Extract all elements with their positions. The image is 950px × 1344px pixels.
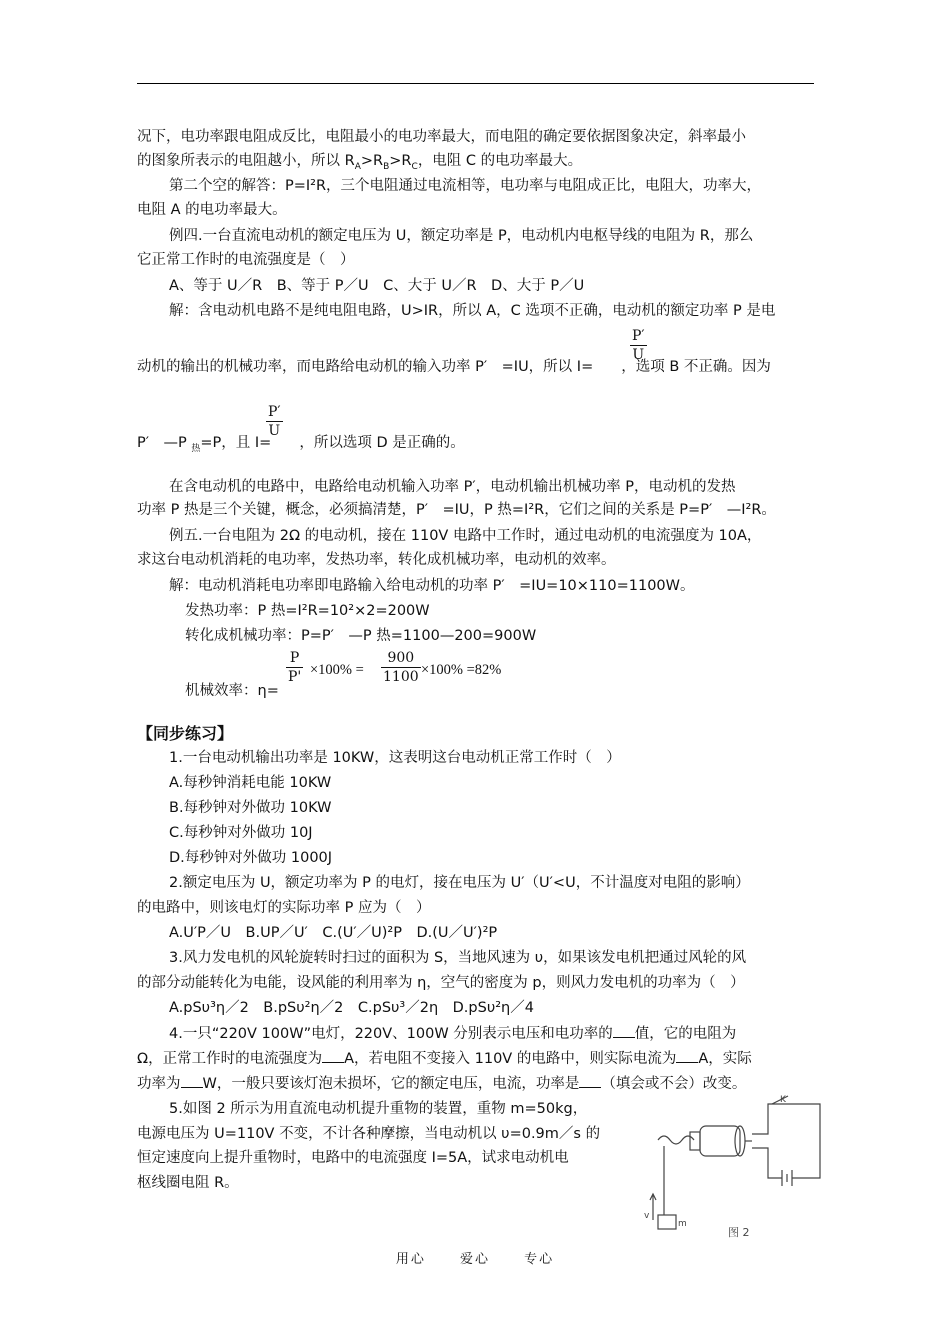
formula-text: ×100% = <box>310 662 364 678</box>
text-line: 发热功率：P 热=I²R=10²×2=200W <box>185 603 430 619</box>
exercise-1: 1.一台电动机输出功率是 10KW，这表明这台电动机正常工作时（ ） <box>169 750 621 766</box>
motor-body <box>700 1126 740 1156</box>
text-line: P′ —P $_热$=P，且 I= ，所以选项 D 是正确的。 <box>137 435 465 454</box>
footer-word: 专心 <box>524 1252 555 1267</box>
exercise-4: 4.一只“220V 100W”电灯，220V、100W 分别表示电压和电功率的 值，它的电阻为 <box>169 1023 736 1044</box>
text-line: 电源电压为 U=110V 不变，不计各种摩擦，当电动机以 υ=0.9m／s 的 <box>137 1126 601 1142</box>
exercise-1-option-b: B.每秒钟对外做功 10KW <box>169 800 332 816</box>
fraction-efficiency-2: 900 1100 <box>383 650 419 685</box>
answer-blank[interactable] <box>579 1073 601 1088</box>
shaft-coupler <box>690 1132 700 1150</box>
text-line: 第二个空的解答：P=I²R，三个电阻通过电流相等，电功率与电阻成正比，电阻大，功率大， <box>169 178 762 194</box>
text-line: 电阻 A 的电功率最大。 <box>137 202 287 218</box>
exercise-2: 2.额定电压为 U，额定功率为 P 的电灯，接在电压为 U′（U′<U，不计温度对电阻的影响） <box>169 875 750 891</box>
exercise-3-options: A.pSυ³η／2 B.pSυ²η／2 C.pSυ³／2η D.pSυ²η／4 <box>169 1000 534 1016</box>
example-4-solution: 解：含电动机电路不是纯电阻电路，U>IR，所以 A，C 选项不正确，电动机的额定功率 P 是电 <box>169 303 776 319</box>
example-4-options: A、等于 U／R B、等于 P／U C、大于 U／R D、大于 P／U <box>169 278 585 294</box>
header-rule <box>137 83 814 84</box>
exercise-1-option-d: D.每秒钟对外做功 1000J <box>169 850 333 866</box>
answer-blank[interactable] <box>322 1048 344 1063</box>
text-line: 的部分动能转化为电能，设风能的利用率为 η，空气的密度为 p，则风力发电机的功率为（ ） <box>137 975 745 991</box>
figure-2-motor-circuit <box>644 1090 830 1240</box>
footer-word: 用心 <box>395 1252 426 1267</box>
text-line: 况下，电功率跟电阻成反比，电阻最小的电功率最大，而电阻的确定要依据图象决定，斜率最小 <box>137 129 746 145</box>
text-line: 动机的输出的机械功率，而电路给电动机的输入功率 P′ =IU，所以 I= ，选项 B 不正确。因为 <box>137 359 771 375</box>
fraction-p-over-u: P′ U <box>632 328 645 363</box>
fraction-efficiency-1: P P' <box>288 650 302 685</box>
example-5-question: 例五.一台电阻为 2Ω 的电动机，接在 110V 电路中工作时，通过电动机的电流强度为 10A， <box>169 528 762 544</box>
exercise-1-option-a: A.每秒钟消耗电能 10KW <box>169 775 332 791</box>
fraction-p-over-u: P′ U <box>268 404 281 439</box>
text-line: 功率为 W，一般只要该灯泡未损坏，它的额定电压，电流，功率是 （填会或不会）改变。 <box>137 1073 746 1094</box>
mass-label: m <box>678 1219 687 1229</box>
example-4-question: 例四.一台直流电动机的额定电压为 U，额定功率是 P，电动机内电枢导线的电阻为 R，那么 <box>169 228 754 244</box>
switch-label: K <box>780 1095 786 1105</box>
formula-text: ×100% =82% <box>421 662 502 678</box>
exercise-2-options: A.U′P／U B.UP／U′ C.(U′／U)²P D.(U／U′)²P <box>169 925 498 941</box>
example-5-solution: 解：电动机消耗电功率即电路输入给电动机的功率 P′ =IU=10×110=1100W。 <box>169 578 695 594</box>
answer-blank[interactable] <box>181 1073 203 1088</box>
section-heading: 【同步练习】 <box>137 724 234 743</box>
answer-blank[interactable] <box>613 1023 635 1038</box>
text-line: 枢线圈电阻 R。 <box>137 1175 239 1191</box>
text-line: 在含电动机的电路中，电路给电动机输入功率 P′，电动机输出机械功率 P，电动机的发热 <box>169 479 736 495</box>
text-line: 转化成机械功率：P=P′ —P 热=1100—200=900W <box>185 628 537 644</box>
velocity-label: v <box>644 1211 650 1221</box>
text-line: 的电路中，则该电灯的实际功率 P 应为（ ） <box>137 900 431 916</box>
circuit-wire <box>752 1104 820 1178</box>
exercise-5: 5.如图 2 所示为用直流电动机提升重物的装置，重物 m=50kg， <box>169 1101 588 1117</box>
text-line: 机械效率：η= <box>185 683 279 699</box>
exercise-3: 3.风力发电机的风轮旋转时扫过的面积为 S，当地风速为 υ，如果该发电机把通过风轮的风 <box>169 950 747 966</box>
text-line: 求这台电动机消耗的电功率，发热功率，转化成机械功率，电动机的效率。 <box>137 552 616 568</box>
weight-block <box>658 1215 676 1229</box>
answer-blank[interactable] <box>676 1048 698 1063</box>
text-line: 功率 P 热是三个关键，概念，必须搞清楚，P′ =IU，P 热=I²R，它们之间的关系是 P=P′ —I²R。 <box>137 502 776 518</box>
pulley-coil <box>658 1136 694 1144</box>
text-line: 恒定速度向上提升重物时，电路中的电流强度 I=5A，试求电动机电 <box>137 1150 569 1166</box>
exercise-1-option-c: C.每秒钟对外做功 10J <box>169 825 313 841</box>
figure-caption: 图 2 <box>728 1226 750 1239</box>
page-footer <box>0 1248 950 1267</box>
text-line: 它正常工作时的电流强度是（ ） <box>137 252 355 268</box>
footer-word: 爱心 <box>459 1252 490 1267</box>
text-line: 的图象所表示的电阻越小，所以 $R_A>R_B>R_C$，电阻 C 的电功率最大。 <box>137 153 583 172</box>
text-line: Ω，正常工作时的电流强度为 A，若电阻不变接入 110V 的电路中，则实际电流为 A，实际 <box>137 1048 752 1069</box>
